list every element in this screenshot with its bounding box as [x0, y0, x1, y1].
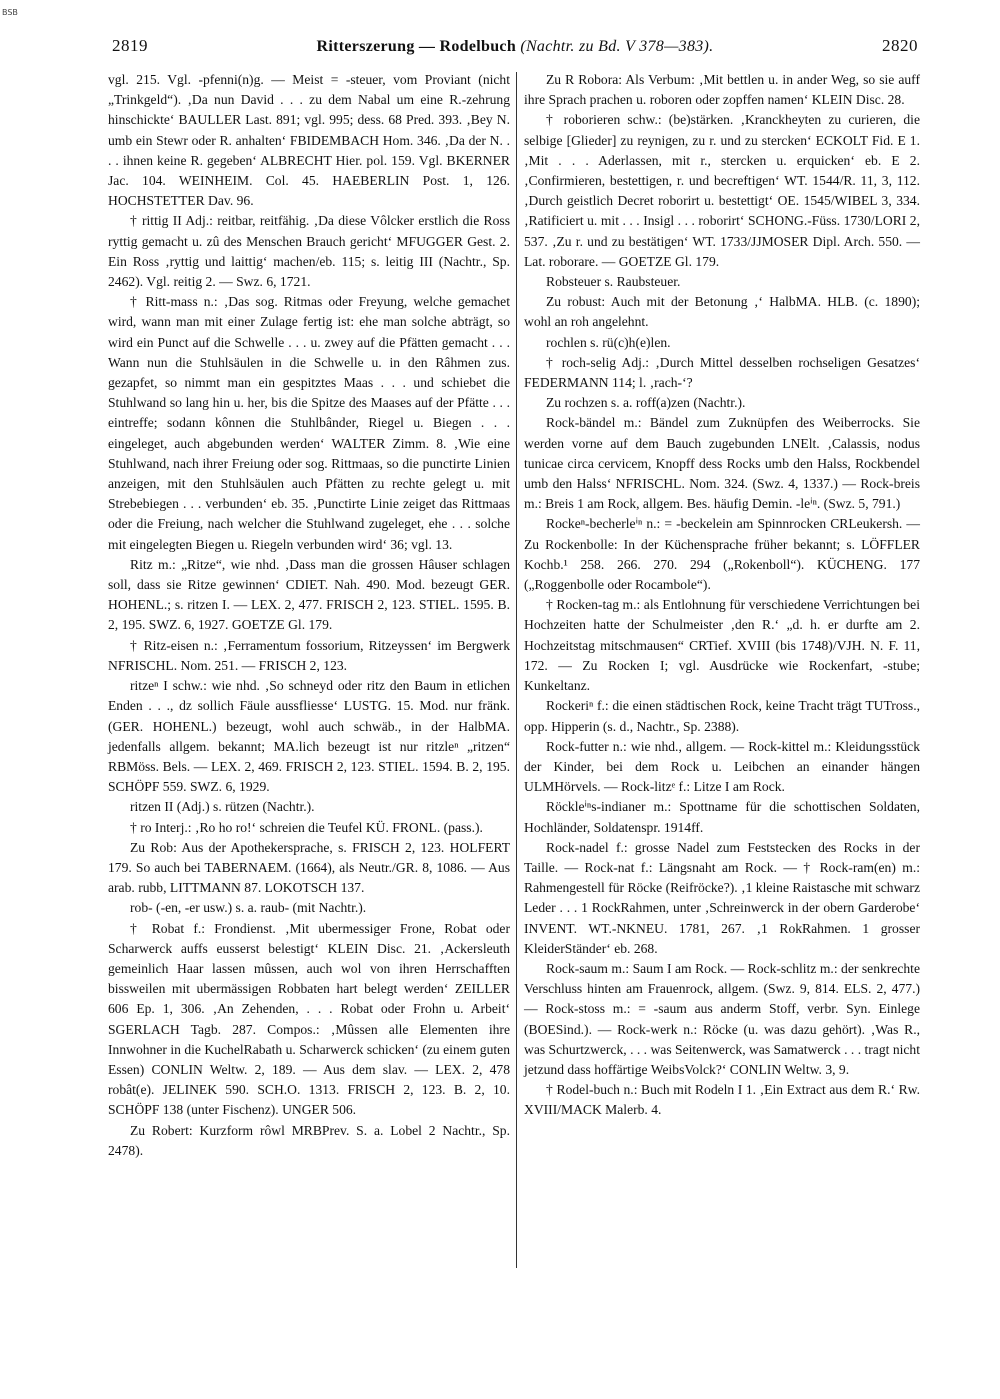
entry-paragraph: Robsteuer s. Raubsteuer.: [546, 274, 681, 290]
entry-paragraph: † Rodel-buch n.: Buch mit Rodeln I 1. ‚Ein Extract aus dem R.‘ Rw. XVIII/MACK Malerb. 4.: [524, 1082, 920, 1118]
page-number-right: 2820: [882, 36, 918, 55]
column-divider: [516, 72, 517, 1268]
right-column: [524, 70, 920, 1121]
entry-paragraph: Zu rochzen s. a. roff(a)zen (Nachtr.).: [546, 395, 746, 411]
entry-paragraph: Zu R Robora: Als Verbum: ‚Mit bettlen u. in ander Weg, so sie auff ihre Sprach prachen u. roboren oder zopffen namen‘ KLEIN Disc. 28.: [524, 72, 920, 108]
page-number-left: 2819: [112, 36, 148, 55]
entry-paragraph: † roborieren schw.: (be)stärken. ‚Kranckheyten zu curieren, die selbige [Glieder] zu reynigen, zu r. und zu stercken‘ ECKOLT Fid. E 1. ‚Mit . . . Aderlassen, mit r., stercken u. erquicken‘ eb. E 2. ‚Confirmieren, bestettigen, r. und becreftigen‘ WT. 1544/R. 11, 3, 112. ‚Durch geistlich Decret roborirt u. bestettigt‘ OE. 1545/WIBEL 3, 334. ‚Ratificiert u. mit . . . Insigl . . . roborirt‘ SCHONG.-Füss. 1730/LORI 2, 537. ‚Zu r. und zu bestätigen‘ WT. 1733/JJMOSER Dipl. Arch. 550. — Lat. roborare. — GOETZE Gl. 179.: [524, 112, 920, 269]
entry-paragraph: Röckleⁱⁿs-indianer m.: Spottname für die schottischen Soldaten, Hochländer, Soldatenspr. 1914ff.: [524, 799, 920, 835]
running-title: [317, 38, 714, 56]
entry-paragraph: rob- (-en, -er usw.) s. a. raub- (mit Nachtr.).: [130, 900, 367, 916]
entry-paragraph: Rockeriⁿ f.: die einen städtischen Rock, keine Tracht trägt TUTross., opp. Hipperin (s. d., Nachtr., Sp. 2388).: [524, 698, 920, 734]
entry-paragraph: † Rocken-tag m.: als Entlohnung für verschiedene Verrichtungen bei Hochzeiten hatte der Schulmeister ‚den R.‘ „d. h. er durfte am 2. Hochzeitstag mitschmausen“ CRTief. XVIII (bis 1748)/VJH. N. F. 11, 172. — Zu Rocken I; vgl. Ausdrücke wie Rockenfart, -stube; Kunkeltanz.: [524, 597, 920, 694]
entry-paragraph: Rock-nadel f.: grosse Nadel zum Feststecken des Rocks in der Taille. — Rock-nat f.: Längsnaht am Rock. — † Rock-ram(en) m.: Rahmengestell für Röcke (Reifröcke?). ‚1 kleine Raistasche mit schwarz Leder . . . 1 RockRahmen, unter ‚Schreinwerck in der obern Garderobe‘ INVENT. WT.-NKNEU. 1781, 267. ‚1 RokRahmen. 1 grosser KleiderStänder‘ eb. 268.: [524, 839, 920, 956]
left-column: [108, 70, 510, 1161]
entry-paragraph: † Ritz-eisen n.: ‚Ferramentum fossorium, Ritzeyssen‘ im Bergwerk NFRISCHL. Nom. 251. — FRISCH 2, 123.: [108, 637, 510, 673]
entry-paragraph: † rittig II Adj.: reitbar, reitfähig. ‚Da diese Vôlcker erstlich die Ross ryttig gemacht u. zû des Menschen Brauch gericht‘ MFUGGER Gest. 2. Ein Ross ‚ryttig und laittig‘ machen/eb. 115; s. leitig III (Nachtr., Sp. 2462). Vgl. reitig 2. — Swz. 6, 1721.: [108, 213, 510, 290]
entry-paragraph: Zu Rob: Aus der Apothekersprache, s. FRISCH 2, 123. HOLFERT 179. So auch bei TABERNAEM. (1664), als Neutr./GR. 8, 1086. — Aus arab. rubb, LITTMANN 87. LOKOTSCH 137.: [108, 839, 510, 896]
entry-paragraph: rochlen s. rü(c)h(e)len.: [546, 334, 671, 350]
entry-paragraph: Ritz m.: „Ritze“, wie nhd. ‚Dass man die grossen Hâuser schlagen soll, dass sie Ritze gewinnen‘ CDIET. Nah. 490. Mod. bezeugt GER. HOHENL.; s. ritzen I. — LEX. 2, 477. FRISCH 2, 123. STIEL. 1595. B. 2, 195. SWZ. 6, 1927. GOETZE Gl. 179.: [108, 556, 510, 633]
entry-paragraph: vgl. 215. Vgl. -pfenni(n)g. — Meist = -steuer, vom Proviant (nicht „Trinkgeld“). ‚Da nun David . . . zu dem Nabal um eine R.-zehrung hinschickte‘ BAULLER Last. 891; vgl. 995; dess. 68 Pred. 393. ‚Bey N. umb ein Stewr oder R. anhalten‘ FBIDEMBACH Hom. 346. ‚Da der N. . . . ihnen keine R. gegeben‘ ALBRECHT Hier. pol. 159. Vgl. BKERNER Jac. 104. WEINHEIM. Col. 45. HAEBERLIN Post. 1, 126. HOCHSTETTER Dav. 96.: [108, 72, 510, 209]
page-header: [112, 36, 918, 60]
entry-paragraph: Zu robust: Auch mit der Betonung ‚‘ HalbMA. HLB. (c. 1890); wohl an roh angelehnt.: [524, 294, 920, 330]
entry-paragraph: Rockeⁿ-becherleⁱⁿ n.: = -beckelein am Spinnrocken CRLeukersh. — Zu Rockenbolle: In der Küchensprache früher bekannt; s. LÖFFLER Kochb.¹ 258. 266. 270. 294 („Rokenboll“). KÜCHENG. 177 („Roggenbolle oder Rocambole“).: [524, 516, 920, 593]
entry-paragraph: Rock-futter n.: wie nhd., allgem. — Rock-kittel m.: Kleidungsstück der Kinder, bei dem Rock u. Leibchen an einander hängen ULMHörvels. — Rock-litzᵉ f.: Litze I am Rock.: [524, 738, 920, 795]
entry-paragraph: Rock-bändel m.: Bändel zum Zuknüpfen des Weiberrocks. Sie werden vorne auf dem Bauch zugebunden LNElt. ‚Calassis, nodus tunicae circa cervicem, Knopff dess Rocks umb den Halss, Rockbendel umb den Halss‘ NFRISCHL. Nom. 324. (Swz. 4, 1337.) — Rock-breis m.: Breis 1 am Rock, allgem. Bes. häufig Demin. -leⁱⁿ. (Swz. 5, 791.): [524, 415, 920, 512]
entry-paragraph: † Ritt-mass n.: ‚Das sog. Ritmas oder Freyung, welche gemachet wird, wann man mit einer Zulage fertig ist: ehe man solche abträgt, so wird ein Punct auf die Schwelle . . . u. zwey auf die Pfätten gemacht . . . Wann nun die Stuhlsäulen in die Schwelle u. in den Râhmen zus. gezapfet, so nimmt man ein gespitztes Maas . . . und schiebet die Stuhlwand so lang hin u. her, bis die Spitze des Maases auf der Pfätte . . . eintreffe; sodann kônnen die Stuhlbânder, Riegel u. Biegen . . . eingeleget, auch abgebunden werden‘ WALTER Zimm. 8. ‚Wie eine Stuhlwand, nach ihrer Freiung oder sog. Rittmaas, so die punctirte Linien anzeigen, mit den Stuhlsäulen auch Pfätten zu rechte gelegt u. mit Strebebiegen . . . verbunden‘ eb. 35. ‚Punctirte Linie zeiget das Rittmaas oder die Freiung, nach welcher die Stuhlwand zugeleget, ehe . . . solche mit eingelegten Biegen u. Riegeln verbunden wird‘ 36; vgl. 13.: [108, 294, 510, 552]
entry-paragraph: ritzen II (Adj.) s. rützen (Nachtr.).: [130, 799, 315, 815]
entry-paragraph: Rock-saum m.: Saum I am Rock. — Rock-schlitz m.: der senkrechte Verschluss hinten am Frauenrock, allgem. (Swz. 9, 814. ELS. 2, 477.) — Rock-stoss m.: = -saum aus anderm Stoff, verbr. Syn. Einlege (BOESind.). — Rock-werk n.: Röcke (u. was dazu gehört). ‚Was R., was Schurtzwerck, . . . was Seitenwerck, was Samatwerck . . . tragt nicht jetzund dass hoffärtige WeibsVolck?‘ CONLIN Weltw. 3, 9.: [524, 960, 920, 1077]
running-title-main: Ritterszerung — Rodelbuch: [316, 38, 517, 55]
entry-paragraph: † roch-selig Adj.: ‚Durch Mittel desselben rochseligen Gesatzes‘ FEDERMANN 114; l. ‚rach-‘?: [524, 354, 920, 391]
library-stamp: BSB: [2, 8, 18, 17]
entry-paragraph: † Robat f.: Frondienst. ‚Mit ubermessiger Frone, Robat oder Scharwerck auffs eusserst belestigt‘ KLEIN Disc. 21. ‚Ackersleuth gemeinlich Haar lassen mûssen, auch wol von ihren Herrschafften bissweilen mit ubermässigen Robbaten hart belegt werden‘ ZEILLER 606 Ep. 1, 306. ‚An Zehenden, . . . Robat oder Frohn u. Arbeit‘ SGERLACH Tagb. 287. Compos.: ‚Mûssen alle Elementen ihre Innwohner in die KuchelRabath u. Scharwerck schicken‘ (zu einem guten Essen) CONLIN Weltw. 2, 189. — Aus dem slav. — LEX. 2, 478 robât(e). JELINEK 590. SCH.O. 1313. FRISCH 2, 123. B. 2, 10. SCHÖPF 138 (unter Fischenz). UNGER 506.: [108, 920, 510, 1118]
running-title-subtitle: (Nachtr. zu Bd. V 378—383).: [520, 38, 714, 55]
entry-paragraph: ritzeⁿ I schw.: wie nhd. ‚So schneyd oder ritz den Baum in etlichen Enden . . ., dz sollich Fäule aussfliesse‘ LUSTG. 15. Mod. nur fränk. (GER. HOHENL.) bezeugt, wohl auch schwäb., in der HalbMA. jedenfalls allgem. bekannt; MA.lich bezeugt ist nur ritzleⁿ „ritzen“ RBMöss. Bels. — LEX. 2, 469. FRISCH 2, 123. STIEL. 1594. B. 2, 195. SCHÖPF 559. SWZ. 6, 1929.: [108, 678, 510, 795]
entry-paragraph: Zu Robert: Kurzform rôwl MRBPrev. S. a. Lobel 2 Nachtr., Sp. 2478).: [108, 1122, 510, 1158]
entry-paragraph: † ro Interj.: ‚Ro ho ro!‘ schreien die Teufel KÜ. FRONL. (pass.).: [130, 819, 483, 835]
